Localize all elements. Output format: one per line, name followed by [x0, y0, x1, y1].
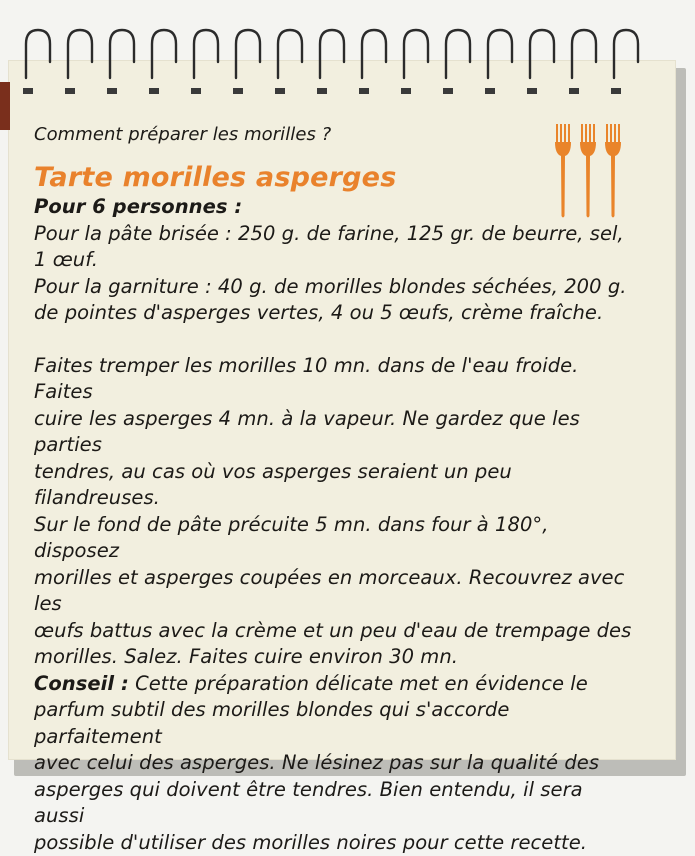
tip-label: Conseil : [34, 672, 129, 695]
ingredients-line: Pour la pâte brisée : 250 g. de farine, 125 gr. de beurre, sel, [34, 221, 634, 248]
binding-ring [65, 30, 92, 94]
servings-heading: Pour 6 personnes : [34, 194, 634, 221]
tip-line [34, 671, 634, 698]
ingredients-line: de pointes d'asperges vertes, 4 ou 5 œufs, crème fraîche. [34, 300, 634, 327]
tip-line: asperges qui doivent être tendres. Bien entendu, il sera aussi [34, 777, 634, 830]
binding-ring [401, 30, 428, 94]
recipe-title: Tarte morilles asperges [34, 162, 634, 194]
tip-line: avec celui des asperges. Ne lésinez pas sur la qualité des [34, 750, 634, 777]
binding-ring [527, 30, 554, 94]
ingredients-line: Pour la garniture : 40 g. de morilles blondes séchées, 200 g. [34, 274, 634, 301]
binding-ring [191, 30, 218, 94]
binding-ring [107, 30, 134, 94]
recipe-question: Comment préparer les morilles ? [34, 124, 634, 146]
binding-ring [359, 30, 386, 94]
binding-ring [149, 30, 176, 94]
binding-ring [485, 30, 512, 94]
method-line: Sur le fond de pâte précuite 5 mn. dans four à 180°, disposez [34, 512, 634, 565]
recipe-content [34, 124, 634, 856]
method-line: œufs battus avec la crème et un peu d'eau de trempage des [34, 618, 634, 645]
ingredients-line: 1 œuf. [34, 247, 634, 274]
binding-ring [443, 30, 470, 94]
binding-ring [23, 30, 50, 94]
method-line: Faites tremper les morilles 10 mn. dans de l'eau froide. Faites [34, 353, 634, 406]
spiral-binding [0, 0, 695, 110]
binding-ring [317, 30, 344, 94]
method-line: tendres, au cas où vos asperges seraient un peu filandreuses. [34, 459, 634, 512]
method-line: cuire les asperges 4 mn. à la vapeur. Ne gardez que les parties [34, 406, 634, 459]
method-line: morilles. Salez. Faites cuire environ 30 mn. [34, 644, 634, 671]
binding-ring [569, 30, 596, 94]
tip-line: possible d'utiliser des morilles noires pour cette recette. [34, 830, 634, 856]
tip-text: Cette préparation délicate met en évidence le [129, 672, 588, 695]
tip-line: parfum subtil des morilles blondes qui s'accorde parfaitement [34, 697, 634, 750]
binding-ring [275, 30, 302, 94]
method-line: morilles et asperges coupées en morceaux. Recouvrez avec les [34, 565, 634, 618]
binding-ring [611, 30, 638, 94]
binding-ring [233, 30, 260, 94]
